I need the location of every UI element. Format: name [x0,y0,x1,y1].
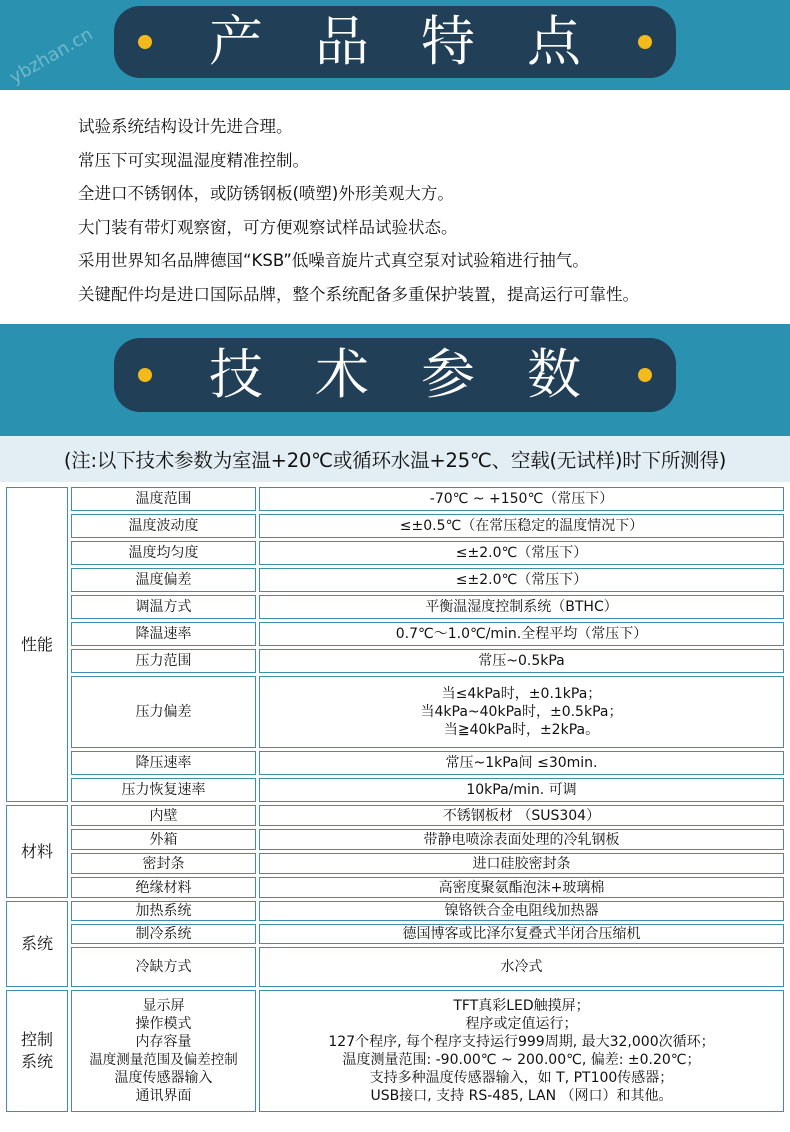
item-cell: 冷缺方式 [71,947,256,987]
table-row [6,778,784,802]
control-item: 温度传感器输入 [114,1070,213,1086]
table-row [6,829,784,850]
control-value: 温度测量范围: -90.00℃ ~ 200.00℃, 偏差: ±0.20℃； [342,1052,701,1068]
dot-icon [138,368,152,382]
item-cell: 温度均匀度 [71,541,256,565]
value-line: 当≤4kPa时，±0.1kPa； [441,686,602,702]
item-cell: 外箱 [71,829,256,850]
control-value: 支持多种温度传感器输入，如 T, PT100传感器； [369,1070,674,1086]
category-cell [6,990,68,1112]
item-cell: 调温方式 [71,595,256,619]
table-row [6,541,784,565]
value-line: 当≧40kPa时，±2kPa。 [443,722,600,738]
table-row [6,947,784,987]
value-cell: 10kPa/min. 可调 [259,778,784,802]
value-cell: 水冷式 [259,947,784,987]
feature-item: 大门装有带灯观察窗，可方便观察试样品试验状态。 [78,217,458,237]
control-value: 127个程序, 每个程序支持运行999周期, 最大32,000次循环； [328,1034,715,1050]
table-row [6,805,784,826]
banner-product-features [114,6,676,78]
item-cell: 密封条 [71,853,256,874]
value-cell: ≤±2.0℃（常压下） [259,568,784,592]
dot-icon [638,35,652,49]
category-cell: 性能 [6,487,68,802]
feature-item: 常压下可实现温湿度精准控制。 [78,150,309,170]
item-cell: 绝缘材料 [71,877,256,898]
control-item: 通讯界面 [135,1088,192,1104]
control-value: 程序或定值运行； [465,1016,578,1032]
control-value: TFT真彩LED触摸屏； [453,998,590,1014]
value-cell [259,676,784,748]
section-title: 技术参数 [209,343,633,406]
item-cell: 内壁 [71,805,256,826]
value-cell: 带静电喷涂表面处理的冷轧钢板 [259,829,784,850]
value-cell: 常压~1kPa间 ≤30min. [259,751,784,775]
item-cell: 压力恢复速率 [71,778,256,802]
table-row [6,514,784,538]
table-row [6,853,784,874]
value-cell: 常压~0.5kPa [259,649,784,673]
table-row [6,487,784,511]
control-item: 显示屏 [142,998,185,1014]
feature-item: 全进口不锈钢体，或防锈钢板(喷塑)外形美观大方。 [78,184,454,203]
spec-table [3,484,787,1115]
value-cell: -70℃ ~ +150℃（常压下） [259,487,784,511]
value-cell: ≤±2.0℃（常压下） [259,541,784,565]
value-cell: 0.7℃～1.0℃/min.全程平均（常压下） [259,622,784,646]
table-row [6,990,784,1112]
table-row [6,877,784,898]
feature-item: 采用世界知名品牌德国“KSB”低噪音旋片式真空泵对试验箱进行抽气。 [78,251,589,270]
table-row [6,901,784,921]
value-cell: 不锈钢板材 （SUS304） [259,805,784,826]
feature-item: 试验系统结构设计先进合理。 [78,117,293,136]
item-cell [71,990,256,1112]
table-row [6,676,784,748]
category-label: 控制系统 [20,1030,53,1071]
item-cell: 压力偏差 [71,676,256,748]
item-cell: 降压速率 [71,751,256,775]
feature-list [78,110,639,311]
value-cell: 高密度聚氨酯泡沫+玻璃棉 [259,877,784,898]
control-item: 操作模式 [135,1016,192,1032]
watermark: ybzhan.cn [6,23,97,89]
item-cell: 加热系统 [71,901,256,921]
control-item: 内存容量 [135,1034,192,1050]
section-title: 产品特点 [209,10,633,73]
item-cell: 温度波动度 [71,514,256,538]
value-cell: 镍铬铁合金电阻线加热器 [259,901,784,921]
value-cell [259,990,784,1112]
control-item: 温度测量范围及偏差控制 [89,1052,238,1068]
item-cell: 降温速率 [71,622,256,646]
category-cell: 系统 [6,901,68,987]
feature-item: 关键配件均是进口国际品牌，整个系统配备多重保护装置，提高运行可靠性。 [78,284,639,304]
value-cell: 平衡温湿度控制系统（BTHC） [259,595,784,619]
table-row [6,595,784,619]
table-row [6,568,784,592]
banner-tech-params [114,338,676,412]
note-text: (注:以下技术参数为室温+20℃或循环水温+25℃、空载(无试样)时下所测得) [63,449,727,472]
note-box [0,436,790,482]
dot-icon [138,35,152,49]
value-cell: 德国博客或比泽尔复叠式半闭合压缩机 [259,924,784,944]
category-cell: 材料 [6,805,68,898]
value-cell: 进口硅胶密封条 [259,853,784,874]
value-cell: ≤±0.5℃（在常压稳定的温度情况下） [259,514,784,538]
item-cell: 温度范围 [71,487,256,511]
value-line: 当4kPa~40kPa时，±0.5kPa； [420,704,623,720]
dot-icon [638,368,652,382]
control-value: USB接口, 支持 RS-485, LAN （网口）和其他。 [370,1088,673,1104]
table-row [6,751,784,775]
item-cell: 压力范围 [71,649,256,673]
table-row [6,622,784,646]
table-row [6,924,784,944]
item-cell: 温度偏差 [71,568,256,592]
item-cell: 制冷系统 [71,924,256,944]
table-row [6,649,784,673]
